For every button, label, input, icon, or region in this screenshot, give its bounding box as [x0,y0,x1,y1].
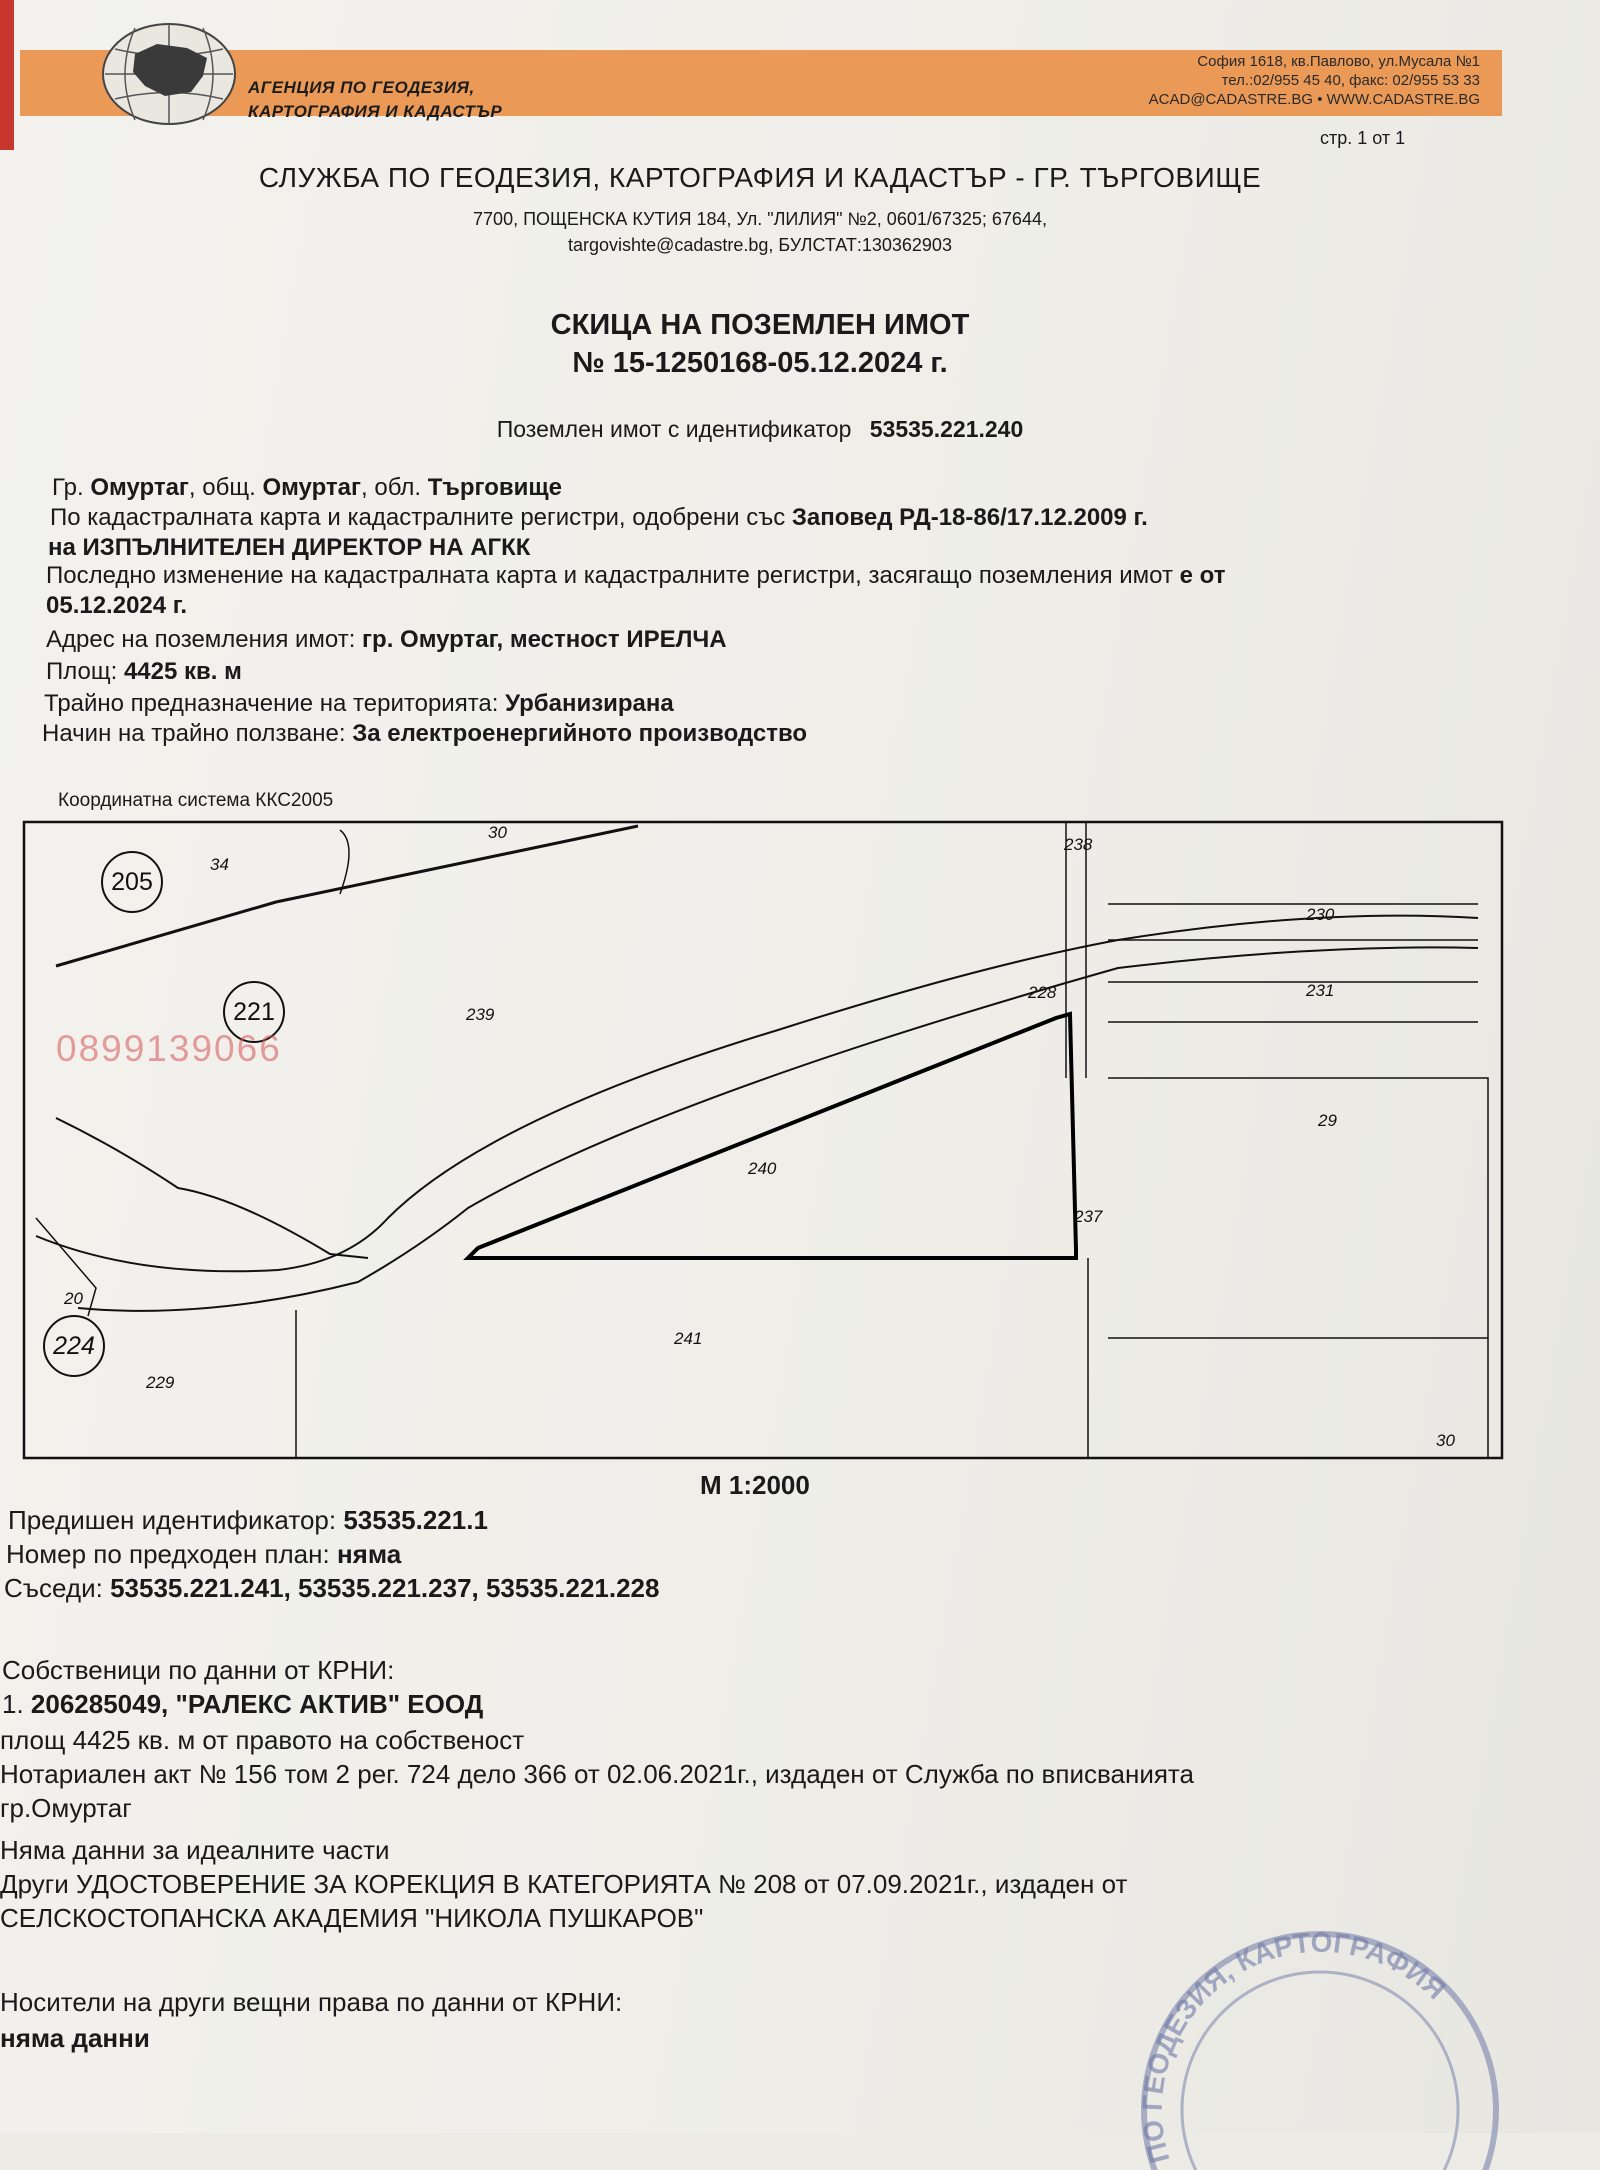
parcel-label: 20 [64,1289,83,1308]
notary-act: Нотариален акт № 156 том 2 рег. 724 дело 366 от 02.06.2021г., издаден от Служба по вписванията [0,1759,1194,1789]
purpose-value: Урбанизирана [505,690,674,717]
purpose-label: Трайно предназначение на територията: [44,690,506,717]
zone-label: 221 [233,998,275,1026]
map-scale: М 1:2000 [700,1470,810,1500]
agency-contact [1040,52,1480,109]
neighbors-value: 53535.221.241, 53535.221.237, 53535.221.228 [110,1573,660,1603]
approval-line [50,502,1148,533]
purpose-line [44,688,674,719]
contact-line-web: ACAD@CADASTRE.BG • WWW.CADASTRE.BG [1148,91,1480,108]
contact-line-address: София 1618, кв.Павлово, ул.Мусала №1 [1197,53,1480,70]
office-address [0,206,1520,258]
approval-label: По кадастралната карта и кадастралните регистри, одобрени със [50,504,792,531]
parcel-label: 30 [488,823,507,842]
official-stamp [1120,1910,1500,2170]
owner-line [2,1688,483,1721]
boundary-line [56,826,638,966]
rights-holders-value [0,2022,150,2055]
last-change-label: Последно изменение на кадастралната карта и кадастралните регистри, засягащо поземления имот [46,562,1180,589]
highlighted-parcel-240 [468,1014,1076,1258]
coordinate-system: Координатна система ККС2005 [58,790,334,811]
prev-plan-value: няма [336,1539,402,1569]
parcel-label: 231 [1306,981,1335,1000]
parcel-label: 237 [1074,1207,1103,1226]
boundary-line [56,1118,368,1258]
zone-label: 205 [111,868,153,896]
agency-name-line1: АГЕНЦИЯ ПО ГЕОДЕЗИЯ, [248,78,475,97]
parcel-label: 34 [210,855,229,874]
document-number: № 15-1250168-05.12.2024 г. [572,347,948,379]
last-change-line [46,560,1225,591]
prev-plan-label: Номер по предходен план: [6,1539,337,1569]
address-label: Адрес на поземления имот: [46,626,363,653]
region-value: Търговище [427,474,562,501]
usage-line [42,718,807,749]
notary-act-place: гр.Омуртаг [0,1793,132,1823]
parcel-label: 29 [1318,1111,1337,1130]
area-label: Площ: [46,658,124,685]
cadastral-map [18,818,1508,1464]
town-value: Омуртаг [90,474,189,501]
zone-label: 224 [53,1332,95,1360]
document-title [0,306,1520,382]
parcel-label: 238 [1064,835,1093,854]
other-document: Други УДОСТОВЕРЕНИЕ ЗА КОРЕКЦИЯ В КАТЕГОРИЯТА № 208 от 07.09.2021г., издаден от [0,1869,1128,1899]
approval-authority-value: на ИЗПЪЛНИТЕЛЕН ДИРЕКТОР НА АГКК [48,534,531,561]
identifier-value: 53535.221.240 [869,416,1024,442]
prev-plan-line [6,1538,401,1571]
parcel-label: 230 [1306,905,1335,924]
boundary-line [340,830,349,894]
stamp-text: ПО ГЕОДЕЗИЯ, КАРТОГРАФИЯ [1136,1926,1452,2167]
area-value: 4425 кв. м [123,658,242,685]
parcel-label: 228 [1028,983,1057,1002]
approval-order: Заповед РД-18-86/17.12.2009 г. [791,504,1148,531]
location-line [52,472,562,503]
agency-name [248,76,502,124]
agency-name-line2: КАРТОГРАФИЯ И КАДАСТЪР [248,102,503,121]
usage-label: Начин на трайно ползване: [42,720,353,747]
owner-index: 1. [2,1689,31,1719]
office-address-line2: targovishte@cadastre.bg, БУЛСТАТ:130362903 [568,235,952,255]
address-line [46,624,727,655]
identifier-line [0,416,1520,443]
parcel-label: 30 [1436,1431,1455,1450]
map-frame [24,822,1502,1458]
owner-value: 206285049, "РАЛЕКС АКТИВ" ЕООД [30,1689,484,1719]
parcel-label: 240 [748,1159,777,1178]
ideal-parts: Няма данни за идеалните части [0,1835,390,1865]
agency-globe-logo [95,14,243,132]
last-change-value-prefix: е от [1179,562,1226,589]
municipality-label: , общ. [188,474,263,501]
identifier-label: Поземлен имот с идентификатор [496,416,852,442]
office-title: СЛУЖБА ПО ГЕОДЕЗИЯ, КАРТОГРАФИЯ И КАДАСТЪР - ГР. ТЪРГОВИЩЕ [258,162,1262,193]
parcel-label: 241 [674,1329,703,1348]
municipality-value: Омуртаг [262,474,362,501]
document-title-text: СКИЦА НА ПОЗЕМЛЕН ИМОТ [550,309,970,341]
prev-identifier-value: 53535.221.1 [343,1505,488,1535]
owner-area: площ 4425 кв. м от правото на собственост [0,1725,525,1755]
prev-identifier-line [8,1504,488,1537]
boundary-line [1088,1078,1488,1458]
contact-line-phone: тел.:02/955 45 40, факс: 02/955 53 33 [1221,72,1480,89]
approval-authority [48,532,530,563]
region-label: , обл. [361,474,428,501]
phone-watermark: 0899139066 [56,1028,282,1069]
prev-identifier-label: Предишен идентификатор: [8,1505,344,1535]
rights-holders-value-text: няма данни [0,2023,150,2053]
road-boundary [36,916,1478,1272]
office-address-line1: 7700, ПОЩЕНСКА КУТИЯ 184, Ул. "ЛИЛИЯ" №2, 0601/67325; 67644, [473,209,1047,229]
red-edge [0,0,14,150]
parcel-label: 229 [146,1373,175,1392]
owners-heading: Собственици по данни от КРНИ: [2,1655,395,1685]
last-change-date: 05.12.2024 г. [46,592,188,619]
neighbors-label: Съседи: [4,1573,111,1603]
town-label: Гр. [52,474,91,501]
neighbors-line [4,1572,659,1605]
usage-value: За електроенергийното производство [352,720,808,747]
rights-holders-heading: Носители на други вещни права по данни от КРНИ: [0,1987,623,2017]
other-document-issuer: СЕЛСКОСТОПАНСКА АКАДЕМИЯ "НИКОЛА ПУШКАРОВ" [0,1903,704,1933]
area-line [46,656,242,687]
last-change-date-line [46,590,187,621]
parcel-label: 239 [466,1005,495,1024]
page-number: стр. 1 от 1 [1320,128,1406,148]
address-value: гр. Омуртаг, местност ИРЕЛЧА [362,626,727,653]
